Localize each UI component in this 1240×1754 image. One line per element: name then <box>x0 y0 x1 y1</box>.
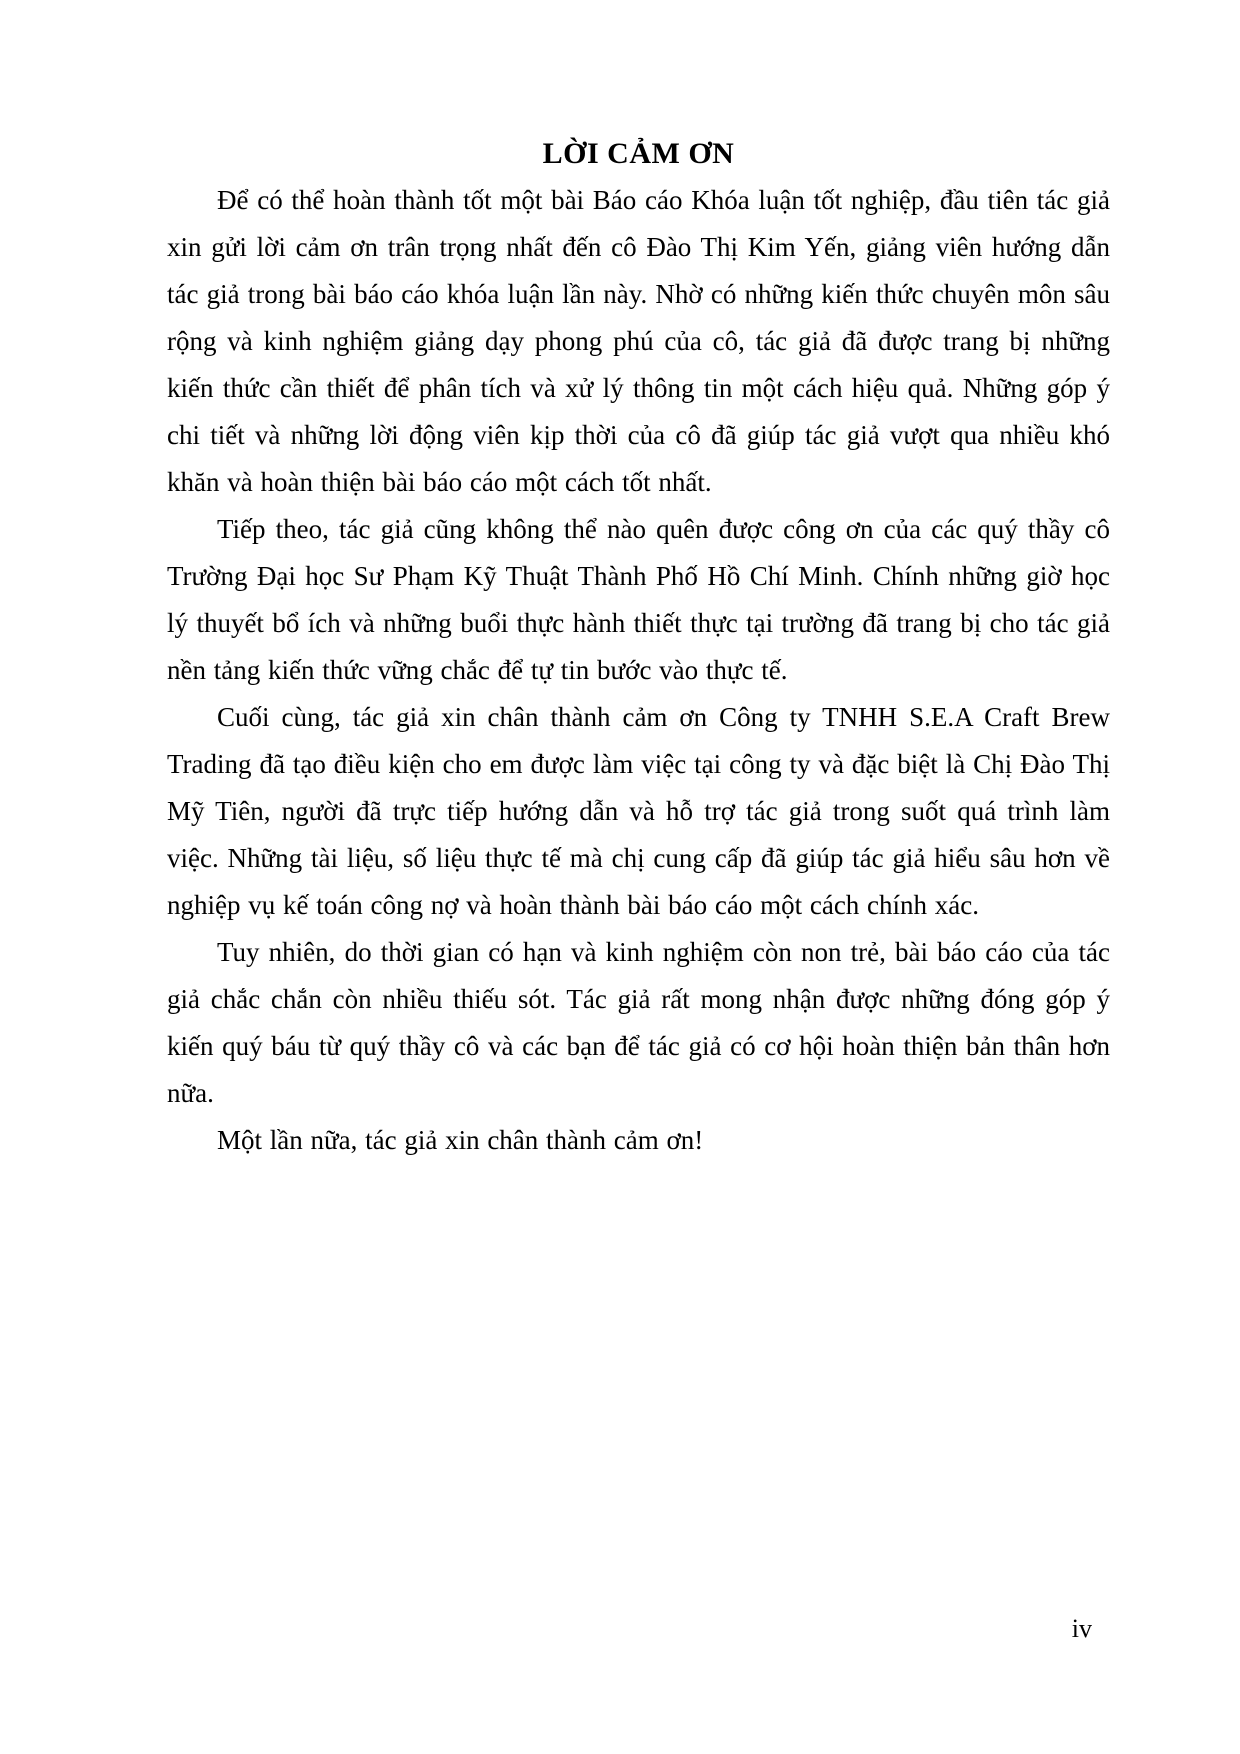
paragraph-5: Một lần nữa, tác giả xin chân thành cảm ơn! <box>217 1125 704 1155</box>
paragraph-1: Để có thể hoàn thành tốt một bài Báo cáo Khóa luận tốt nghiệp, đầu tiên tác giả xin gửi lời cảm ơn trân trọng nhất đến cô Đào Thị Kim Yến, giảng viên hướng dẫn tác giả trong bài báo cáo khóa luận lần này. Nhờ có những kiến thức chuyên môn sâu rộng và kinh nghiệm giảng dạy phong phú của cô, tác giả đã được trang bị những kiến thức cần thiết để phân tích và xử lý thông tin một cách hiệu quả. Những góp ý chi tiết và những lời động viên kịp thời của cô đã giúp tác giả vượt qua nhiều khó khăn và hoàn thiện bài báo cáo một cách tốt nhất. <box>167 185 1110 497</box>
document-content <box>167 130 1110 1164</box>
acknowledgment-body <box>167 177 1110 1164</box>
page-number: iv <box>1071 1614 1092 1643</box>
paragraph-3: Cuối cùng, tác giả xin chân thành cảm ơn Công ty TNHH S.E.A Craft Brew Trading đã tạo điều kiện cho em được làm việc tại công ty và đặc biệt là Chị Đào Thị Mỹ Tiên, người đã trực tiếp hướng dẫn và hỗ trợ tác giả trong suốt quá trình làm việc. Những tài liệu, số liệu thực tế mà chị cung cấp đã giúp tác giả hiểu sâu hơn về nghiệp vụ kế toán công nợ và hoàn thành bài báo cáo một cách chính xác. <box>167 702 1110 920</box>
paragraph-4: Tuy nhiên, do thời gian có hạn và kinh nghiệm còn non trẻ, bài báo cáo của tác giả chắc chắn còn nhiều thiếu sót. Tác giả rất mong nhận được những đóng góp ý kiến quý báu từ quý thầy cô và các bạn để tác giả có cơ hội hoàn thiện bản thân hơn nữa. <box>167 937 1110 1108</box>
paragraph-2: Tiếp theo, tác giả cũng không thể nào quên được công ơn của các quý thầy cô Trường Đại học Sư Phạm Kỹ Thuật Thành Phố Hồ Chí Minh. Chính những giờ học lý thuyết bổ ích và những buổi thực hành thiết thực tại trường đã trang bị cho tác giả nền tảng kiến thức vững chắc để tự tin bước vào thực tế. <box>167 514 1110 685</box>
page-title: LỜI CẢM ƠN <box>542 137 735 170</box>
